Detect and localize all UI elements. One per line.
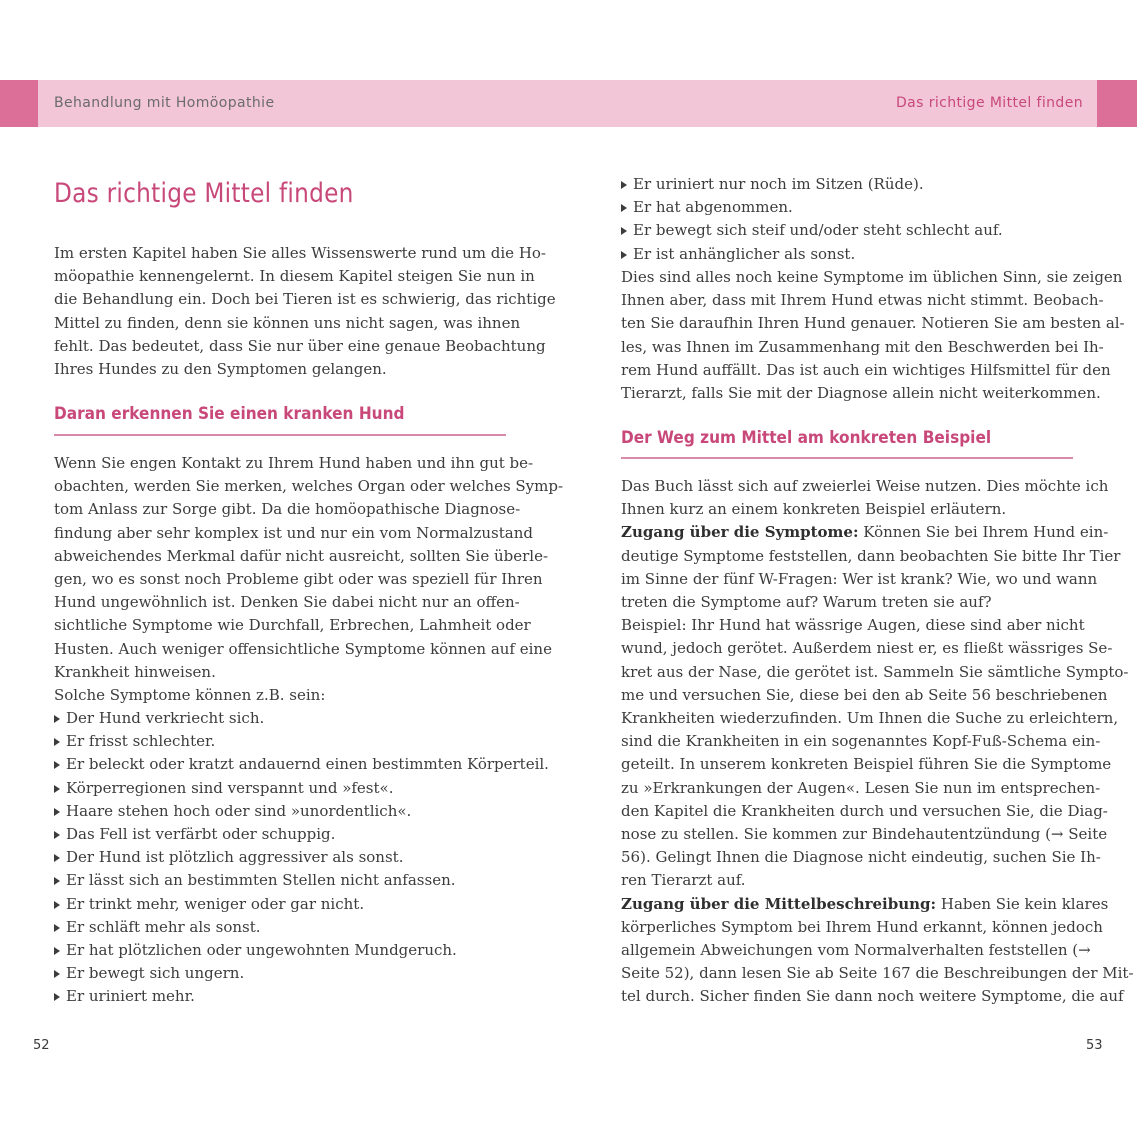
- bullet-triangle-icon: [54, 854, 60, 862]
- bullet-triangle-icon: [54, 970, 60, 978]
- text-line: zu »Erkrankungen der Augen«. Lesen Sie nun im entsprechen-: [621, 778, 1101, 797]
- text-line: Ihnen aber, dass mit Ihrem Hund etwas nicht stimmt. Beobach-: [621, 291, 1104, 310]
- bullet-triangle-icon: [54, 715, 60, 723]
- header-tab-right: [1097, 80, 1137, 127]
- bullet-triangle-icon: [621, 251, 627, 259]
- intro-paragraph: [54, 242, 556, 381]
- list-item: Er frisst schlechter.: [54, 730, 549, 753]
- symptom-list-left: [54, 707, 549, 1009]
- bold-lead-in: Zugang über die Mittelbeschreibung:: [621, 894, 937, 913]
- text-line: möopathie kennengelernt. In diesem Kapitel steigen Sie nun in: [54, 267, 535, 286]
- list-item: Er hat plötzlichen oder ungewohnten Mundgeruch.: [54, 939, 549, 962]
- list-item: Der Hund ist plötzlich aggressiver als sonst.: [54, 846, 549, 869]
- after-list-paragraph: [621, 266, 1125, 405]
- list-item: Haare stehen hoch oder sind »unordentlich«.: [54, 800, 549, 823]
- text-line: Husten. Auch weniger offensichtliche Symptome können auf eine: [54, 639, 552, 658]
- list-item: Er beleckt oder kratzt andauernd einen bestimmten Körperteil.: [54, 753, 549, 776]
- list-item: Er ist anhänglicher als sonst.: [621, 243, 1003, 266]
- text-line: sichtliche Symptome wie Durchfall, Erbrechen, Lahmheit oder: [54, 616, 531, 635]
- text-line: tel durch. Sicher finden Sie dann noch weitere Symptome, die auf: [621, 987, 1124, 1006]
- text-line: Tierarzt, falls Sie mit der Diagnose allein nicht weiterkommen.: [621, 384, 1101, 403]
- list-item: Körperregionen sind verspannt und »fest«.: [54, 777, 549, 800]
- text-line: me und versuchen Sie, diese bei den ab Seite 56 beschriebenen: [621, 685, 1108, 704]
- text-line: Solche Symptome können z.B. sein:: [54, 686, 326, 705]
- text-line: wund, jedoch gerötet. Außerdem niest er, es fließt wässriges Se-: [621, 639, 1113, 658]
- text-line: geteilt. In unserem konkreten Beispiel führen Sie die Symptome: [621, 755, 1112, 774]
- text-line: 56). Gelingt Ihnen die Diagnose nicht eindeutig, suchen Sie Ih-: [621, 848, 1101, 867]
- running-header-left: Behandlung mit Homöopathie: [54, 95, 275, 111]
- list-item: Das Fell ist verfärbt oder schuppig.: [54, 823, 549, 846]
- bullet-triangle-icon: [621, 181, 627, 189]
- text-line: treten die Symptome auf? Warum treten sie auf?: [621, 593, 992, 612]
- bullet-triangle-icon: [54, 761, 60, 769]
- section-paragraph-left: [54, 452, 563, 707]
- text-line: Wenn Sie engen Kontakt zu Ihrem Hund haben und ihn gut be-: [54, 454, 534, 472]
- list-item: Er bewegt sich ungern.: [54, 962, 549, 985]
- bullet-triangle-icon: [54, 924, 60, 932]
- text-line: Krankheit hinweisen.: [54, 662, 216, 681]
- text-line: deutige Symptome feststellen, dann beobachten Sie bitte Ihr Tier: [621, 546, 1121, 565]
- text-line: Das Buch lässt sich auf zweierlei Weise nutzen. Dies möchte ich: [621, 477, 1109, 495]
- header-tab-left: [0, 80, 38, 127]
- heading-rule-left: [54, 434, 506, 436]
- text-line: ten Sie daraufhin Ihren Hund genauer. Notieren Sie am besten al-: [621, 314, 1125, 333]
- symptom-list-right: [621, 173, 1003, 266]
- bullet-triangle-icon: [621, 204, 627, 212]
- text-line: Ihres Hundes zu den Symptomen gelangen.: [54, 360, 387, 379]
- text-line: Ihnen kurz an einem konkreten Beispiel erläutern.: [621, 500, 1007, 519]
- text-line: findung aber sehr komplex ist und nur ein vom Normalzustand: [54, 523, 533, 542]
- text-line: die Behandlung ein. Doch bei Tieren ist es schwierig, das richtige: [54, 290, 556, 309]
- list-item: Er hat abgenommen.: [621, 196, 1003, 219]
- list-item: Er lässt sich an bestimmten Stellen nicht anfassen.: [54, 869, 549, 892]
- bullet-triangle-icon: [54, 901, 60, 909]
- text-line: Dies sind alles noch keine Symptome im üblichen Sinn, sie zeigen: [621, 268, 1123, 286]
- heading-rule-right: [621, 457, 1073, 459]
- list-item: Er schläft mehr als sonst.: [54, 916, 549, 939]
- section-heading-right: Der Weg zum Mittel am konkreten Beispiel: [621, 428, 992, 447]
- text-line: allgemein Abweichungen vom Normalverhalten feststellen (→: [621, 941, 1091, 960]
- page-number-left: 52: [33, 1038, 50, 1053]
- bullet-triangle-icon: [54, 785, 60, 793]
- text-line: Zugang über die Mittelbeschreibung: Haben Sie kein klares: [621, 894, 1109, 913]
- text-line: kret aus der Nase, die gerötet ist. Sammeln Sie sämtliche Sympto-: [621, 662, 1129, 681]
- section-paragraph-right: [621, 475, 1134, 1009]
- text-line: gen, wo es sonst noch Probleme gibt oder was speziell für Ihren: [54, 570, 543, 589]
- text-line: Im ersten Kapitel haben Sie alles Wissenswerte rund um die Ho-: [54, 244, 547, 262]
- text-line: obachten, werden Sie merken, welches Organ oder welches Symp-: [54, 477, 564, 496]
- section-heading-left: Daran erkennen Sie einen kranken Hund: [54, 404, 405, 423]
- text-line: Krankheiten wiederzufinden. Um Ihnen die Suche zu erleichtern,: [621, 709, 1119, 728]
- list-item: Er uriniert mehr.: [54, 985, 549, 1008]
- bullet-triangle-icon: [54, 993, 60, 1001]
- bullet-triangle-icon: [54, 947, 60, 955]
- text-line: fehlt. Das bedeutet, dass Sie nur über eine genaue Beobachtung: [54, 336, 546, 355]
- text-line: rem Hund auffällt. Das ist auch ein wichtiges Hilfsmittel für den: [621, 360, 1111, 379]
- text-line: tom Anlass zur Sorge gibt. Da die homöopathische Diagnose-: [54, 500, 521, 519]
- page-number-right: 53: [1086, 1038, 1103, 1053]
- text-line: im Sinne der fünf W-Fragen: Wer ist krank? Wie, wo und wann: [621, 569, 1098, 588]
- text-line: Mittel zu finden, denn sie können uns nicht sagen, was ihnen: [54, 313, 521, 332]
- text-line: Hund ungewöhnlich ist. Denken Sie dabei nicht nur an offen-: [54, 593, 520, 612]
- bullet-triangle-icon: [54, 738, 60, 746]
- list-item: Er trinkt mehr, weniger oder gar nicht.: [54, 893, 549, 916]
- chapter-title: Das richtige Mittel finden: [54, 178, 354, 209]
- text-line: sind die Krankheiten in ein sogenanntes Kopf-Fuß-Schema ein-: [621, 732, 1101, 751]
- text-line: ren Tierarzt auf.: [621, 871, 746, 890]
- bullet-triangle-icon: [54, 831, 60, 839]
- running-header-right: Das richtige Mittel finden: [895, 95, 1083, 111]
- text-line: nose zu stellen. Sie kommen zur Bindehautentzündung (→ Seite: [621, 825, 1108, 844]
- bullet-triangle-icon: [54, 877, 60, 885]
- list-item: Er bewegt sich steif und/oder steht schlecht auf.: [621, 219, 1003, 242]
- text-line: les, was Ihnen im Zusammenhang mit den Beschwerden bei Ih-: [621, 337, 1104, 356]
- list-item: Er uriniert nur noch im Sitzen (Rüde).: [621, 173, 1003, 196]
- text-line: abweichendes Merkmal dafür nicht ausreicht, sollten Sie überle-: [54, 546, 549, 565]
- text-line: körperliches Symptom bei Ihrem Hund erkannt, können jedoch: [621, 917, 1103, 936]
- bold-lead-in: Zugang über die Symptome:: [621, 523, 859, 542]
- list-item: Der Hund verkriecht sich.: [54, 707, 549, 730]
- text-line: Beispiel: Ihr Hund hat wässrige Augen, diese sind aber nicht: [621, 616, 1085, 635]
- text-line: Zugang über die Symptome: Können Sie bei Ihrem Hund ein-: [621, 523, 1109, 542]
- bullet-triangle-icon: [621, 227, 627, 235]
- bullet-triangle-icon: [54, 808, 60, 816]
- text-line: Seite 52), dann lesen Sie ab Seite 167 die Beschreibungen der Mit-: [621, 964, 1134, 983]
- text-line: den Kapitel die Krankheiten durch und versuchen Sie, die Diag-: [621, 801, 1108, 820]
